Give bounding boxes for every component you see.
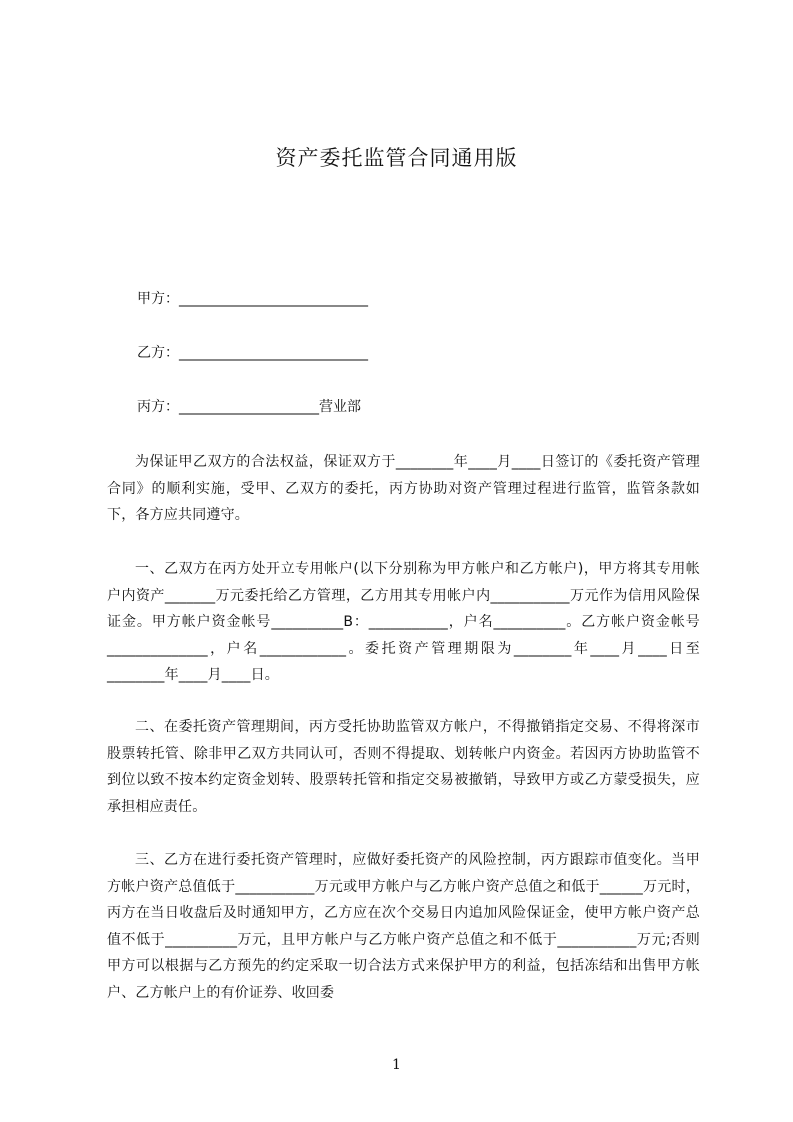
document-title: 资产委托监管合同通用版: [275, 146, 518, 170]
party-a-line: 甲方：___________________________: [137, 291, 368, 307]
preamble-paragraph: 为保证甲乙双方的合法权益，保证双方于________年____月____日签订的《委托资产管理合同》的顺利实施，受甲、乙双方的委托，丙方协助对资产管理过程进行监管，监管条款如下，各方应共同遵守。: [107, 454, 700, 523]
clause-3-paragraph: 三、乙方在进行委托资产管理时，应做好委托资产的风险控制，丙方跟踪市值变化。当甲方帐户资产总值低于___________万元或甲方帐户与乙方帐户资产总值之和低于______万元时，丙方在当日收盘后及时通知甲方，乙方应在次个交易日内追加风险保证金，使甲方帐户资产总值不低于__________万元，且甲方帐户与乙方帐户资产总值之和不低于___________万元;否则甲方可以根据与乙方预先的约定采取一切合法方式来保护甲方的利益，包括冻结和出售甲方帐户、乙方帐户上的有价证券、收回委: [107, 852, 700, 1001]
party-c-line: 丙方：____________________营业部: [137, 399, 361, 415]
clause-1-paragraph: 一、乙双方在丙方处开立专用帐户(以下分别称为甲方帐户和乙方帐户)，甲方将其专用帐户内资产_______万元委托给乙方管理，乙方用其专用帐户内___________万元作为信用风险保证金。甲方帐户资金帐号__________B：___________，户名__________。乙方帐户资金帐号______________，户名____________。委托资产管理期限为________年____月____日至________年____月____日。: [107, 561, 700, 683]
page-number: 1: [392, 1057, 401, 1073]
clause-2-paragraph: 二、在委托资产管理期间，丙方受托协助监管双方帐户，不得撤销指定交易、不得将深市股票转托管、除非甲乙双方共同认可，否则不得提取、划转帐户内资金。若因丙方协助监管不到位以致不按本约定资金划转、股票转托管和指定交易被撤销，导致甲方或乙方蒙受损失，应承担相应责任。: [107, 719, 700, 815]
party-b-line: 乙方：___________________________: [137, 345, 368, 361]
